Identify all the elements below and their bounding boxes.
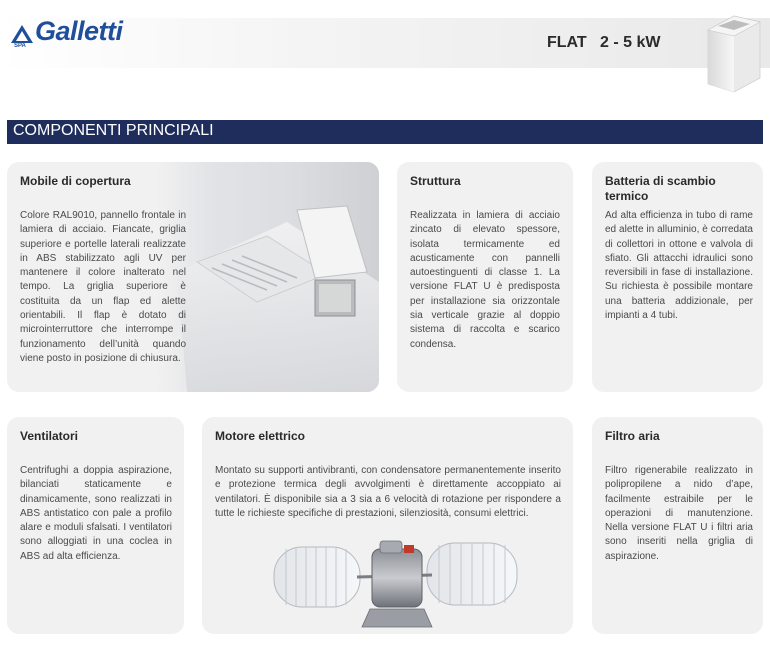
logo-subtext: SPA: [14, 43, 26, 49]
card-title: Motore elettrico: [215, 429, 306, 443]
card-body: Ad alta efficienza in tubo di rame ed alette in alluminio, è corredata di collettori in ottone e valvola di sfiato. Gli attacchi idraulici sono reversibili in fase di installazione. Su richiesta è possibile montare una batteria addizionale, per impianti a 4 tubi.: [605, 210, 753, 322]
card-title: Ventilatori: [20, 429, 79, 443]
product-title: FLAT 2 - 5 kW: [547, 34, 661, 51]
section-title: COMPONENTI PRINCIPALI: [13, 122, 214, 139]
card-title: Mobile di copertura: [20, 174, 131, 188]
card-body: Colore RAL9010, pannello frontale in lamiera di acciaio. Fiancate, griglia superiore e portelle laterali realizzate in ABS stabilizzato agli UV per mantenere il colore inalterato nel tempo. La griglia superiore è costituita da un flap ed alette orientabili. Il flap è dotato di microinterruttore che interrompe il funzionamento dell’unità quando viene posto in posizione di chiusura.: [20, 210, 186, 364]
motor-fan-image: [262, 535, 532, 631]
card-body: Centrifughi a doppia aspirazione, bilanciati staticamente e dinamicamente, sono realizzati in ABS antistatico con pale a profilo alare e moduli sfalsati. I ventilatori sono alloggiati in una coclea in ABS ad alta efficienza.: [20, 465, 172, 562]
card-struttura: [397, 162, 573, 392]
card-body: Realizzata in lamiera di acciaio zincato di elevato spessore, isolata termicamente ed acusticamente con pannelli autoestinguenti di classe 1. La versione FLAT U è predisposta per installazione sia orizzontale sia verticale grazie al doppio sistema di raccolta e scarico condensa.: [410, 210, 560, 350]
card-body: Montato su supporti antivibranti, con condensatore permanentemente inserito e protezione termica degli avvolgimenti è direttamente accoppiato ai ventilatori. È disponibile sia a 3 sia a 6 velocità di rotazione per rispondere a tutte le richieste specifiche di prestazioni, silenziosità, consumi elettrici.: [215, 465, 561, 519]
logo-triangle-icon: [10, 24, 34, 44]
card-ventilatori: [7, 417, 184, 634]
galletti-logo: [8, 16, 148, 56]
left-fan-wheel: [274, 547, 360, 607]
card-title: Struttura: [410, 174, 461, 188]
right-fan-wheel: [427, 543, 517, 605]
card-batteria-di-scambio-termico: [592, 162, 763, 392]
card-body: Filtro rigenerabile realizzato in polipropilene a nido d’ape, facilmente estraibile per le operazioni di manutenzione. Nella versione FLAT U i filtri aria sono inseriti nella griglia di aspirazione.: [605, 465, 753, 562]
fan-coil-unit-image: [700, 8, 766, 94]
cabinet-photo: [157, 162, 379, 392]
cabinet-illustration: [157, 162, 379, 392]
logo-wordmark: Galletti: [35, 16, 123, 46]
card-mobile-di-copertura: [7, 162, 379, 392]
section-title-bar: [7, 120, 763, 144]
card-title: Batteria di scambio termico: [605, 174, 716, 203]
card-filtro-aria: [592, 417, 763, 634]
card-title: Filtro aria: [605, 429, 660, 443]
card-motore-elettrico: [202, 417, 573, 634]
